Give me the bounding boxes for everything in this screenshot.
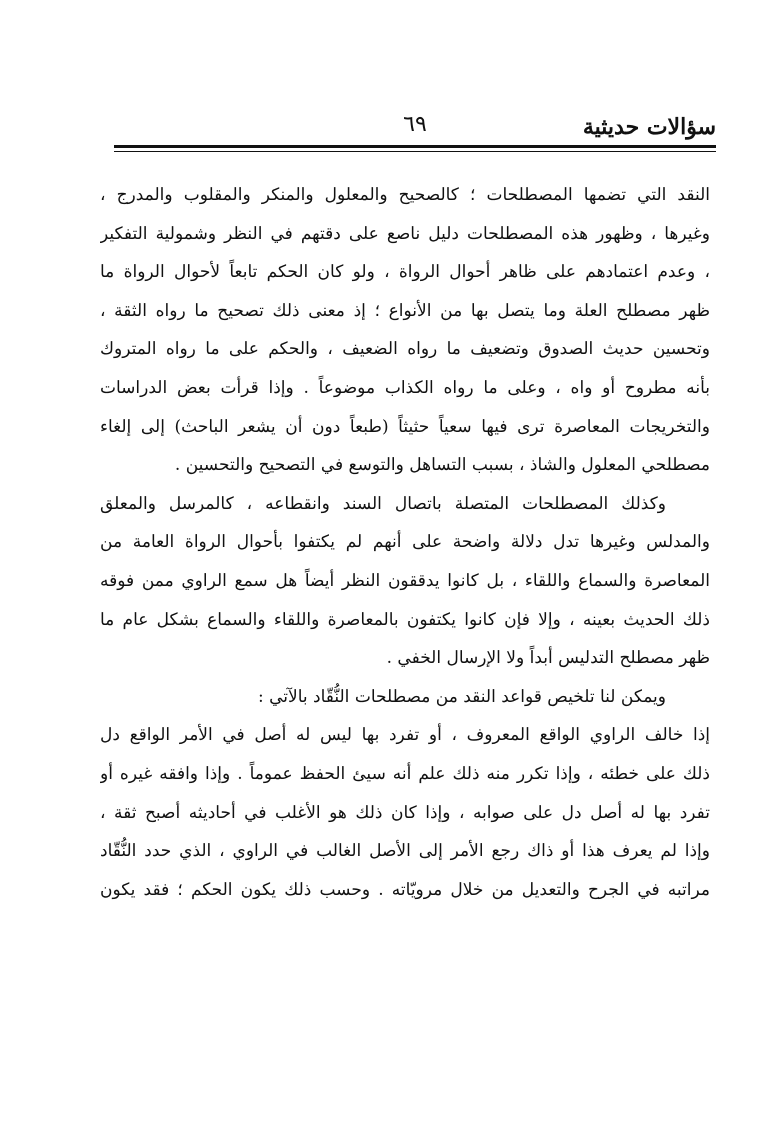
text-line: مراتبه في الجرح والتعديل من خلال مرويّاته . وحسب ذلك يكون الحكم ؛ فقد يكون <box>100 879 710 900</box>
text-line: مصطلحي المعلول والشاذ ، بسبب التساهل والتوسع في التصحيح والتحسين . <box>174 455 710 476</box>
text-line: ظهر مصطلح العلة وما يتصل بها من الأنواع ؛ إذ معنى ذلك تصحيح ما رواه الثقة ، <box>100 300 710 321</box>
text-line: ذلك على خطئه ، وإذا تكرر منه ذلك علم أنه سيئ الحفظ عموماً . وإذا وافقه غيره أو <box>100 763 710 784</box>
text-line: وإذا لم يعرف هذا أو ذاك رجع الأمر إلى الأصل الغالب في الراوي ، الذي حدد النُّقّاد <box>100 841 710 862</box>
text-line: ، وعدم اعتمادهم على ظاهر أحوال الرواة ، ولو كان الحكم تابعاً لأحوال الرواة ما <box>100 262 710 283</box>
page-number: ٦٩ <box>403 112 427 137</box>
text-line: تفرد بها له أصل دل على صوابه ، وإذا كان ذلك هو الأغلب في أحاديثه أصبح ثقة ، <box>100 802 710 823</box>
page-header <box>114 110 716 146</box>
text-line: وتحسين حديث الصدوق وتضعيف ما رواه الضعيف ، والحكم على ما رواه المتروك <box>100 339 710 360</box>
text-line: ذلك الحديث بعينه ، وإلا فإن كانوا يكتفون بالمعاصرة واللقاء والسماع بشكل عام ما <box>100 609 710 630</box>
text-line: وكذلك المصطلحات المتصلة باتصال السند وانقطاعه ، كالمرسل والمعلق <box>100 493 666 514</box>
text-line: والمدلس وغيرها تدل دلالة واضحة على أنهم لم يكتفوا بأحوال الرواة العامة من <box>100 532 710 553</box>
text-line: إذا خالف الراوي الواقع المعروف ، أو تفرد بها ليس له أصل في الأمر الواقع دل <box>100 725 710 746</box>
header-rule-thick <box>114 145 716 148</box>
header-rule-thin <box>114 151 716 152</box>
text-line: بأنه مطروح أو واه ، وعلى ما رواه الكذاب موضوعاً . وإذا قرأت بعض الدراسات <box>100 377 710 398</box>
text-line: والتخريجات المعاصرة ترى فيها سعياً حثيثاً (طبعاً دون أن يشعر الباحث) إلى إلغاء <box>100 416 710 437</box>
text-line: وغيرها ، وظهور هذه المصطلحات دليل ناصع على دقتهم في النظر وشمولية التفكير <box>100 223 710 244</box>
text-line: المعاصرة والسماع واللقاء ، بل كانوا يدققون النظر أيضاً هل سمع الراوي ممن فوقه <box>100 570 710 591</box>
text-line: ظهر مصطلح التدليس أبداً ولا الإرسال الخفي . <box>386 648 710 669</box>
text-line: ويمكن لنا تلخيص قواعد النقد من مصطلحات النُّقّاد بالآتي : <box>257 686 666 707</box>
running-title: سؤالات حديثية <box>582 114 716 140</box>
text-line: النقد التي تضمها المصطلحات ؛ كالصحيح والمعلول والمنكر والمقلوب والمدرج ، <box>100 185 710 205</box>
body-text <box>100 176 710 909</box>
